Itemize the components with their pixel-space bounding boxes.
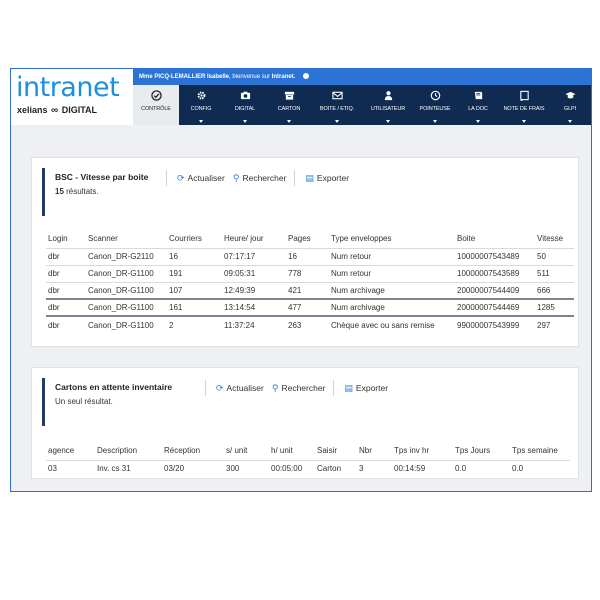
nav-label: CONFIG	[190, 106, 212, 112]
table-cell: 11:37:24	[224, 320, 255, 330]
table-cell: Chèque avec ou sans remise	[331, 320, 435, 330]
divider	[333, 380, 334, 396]
welcome-site: Intranet.	[271, 74, 296, 80]
table-cell: 00:14:59	[394, 464, 426, 474]
infinity-icon: ∞	[51, 105, 59, 116]
inventory-pending-panel	[31, 367, 579, 479]
main-nav	[133, 85, 591, 125]
column-header[interactable]: Courriers	[169, 234, 202, 244]
nav-item-la-doc[interactable]	[457, 85, 499, 125]
table-cell: 297	[537, 320, 551, 330]
panel-header	[42, 378, 578, 426]
nav-label: UTILISATEUR	[370, 106, 406, 112]
speed-by-box-panel	[31, 157, 579, 347]
refresh-label: Actualiser	[226, 383, 264, 393]
export-label: Exporter	[355, 383, 389, 393]
logo-subtitle	[17, 105, 97, 116]
table-cell: Canon_DR-G1100	[88, 285, 154, 295]
table-cell: dbr	[48, 269, 60, 278]
column-header[interactable]: agence	[48, 446, 75, 456]
logo-sub-left: xelians	[17, 105, 48, 115]
refresh-label: Actualiser	[187, 173, 225, 183]
table-cell: 263	[288, 320, 302, 330]
column-header[interactable]: h/ unit	[271, 446, 293, 456]
nav-label: POINTEUSE	[419, 106, 451, 112]
graduation-cap-icon	[565, 90, 576, 101]
refresh-icon: ⟳	[216, 382, 224, 393]
column-header[interactable]: Tps Jours	[455, 446, 491, 456]
table-cell: 20000007544469	[457, 303, 520, 312]
book-icon	[473, 90, 484, 101]
column-header[interactable]: Réception	[164, 446, 201, 456]
table-cell: 12:49:39	[224, 285, 256, 295]
table-cell: 00:05:00	[271, 464, 303, 474]
nav-label: CARTON	[277, 106, 301, 112]
table-row[interactable]	[46, 265, 574, 282]
logo-sub-right: DIGITAL	[61, 105, 98, 115]
table-cell: Num archivage	[331, 303, 385, 312]
table-cell: 421	[288, 285, 302, 295]
table-cell: Num retour	[331, 269, 372, 278]
logo-wordmark: intranet	[16, 72, 120, 103]
column-header[interactable]: Nbr	[359, 446, 372, 456]
column-header[interactable]: Scanner	[88, 234, 118, 244]
search-icon: ⚲	[232, 172, 240, 183]
panel-title: Cartons en attente inventaire	[55, 382, 173, 392]
nav-item-note-de-frais[interactable]	[499, 85, 549, 125]
nav-label: BOITE / ETIQ.	[319, 106, 355, 112]
table-cell: 50	[537, 252, 546, 261]
export-icon: ▤	[344, 382, 353, 393]
caret-down-icon	[476, 120, 480, 123]
nav-label: NOTE DE FRAIS	[503, 106, 545, 112]
column-header[interactable]: Login	[48, 234, 68, 244]
table-row[interactable]	[46, 316, 574, 333]
result-count-number: 15	[55, 187, 64, 196]
table-cell: Canon_DR-G2110	[88, 252, 154, 261]
caret-down-icon	[433, 120, 437, 123]
export-icon: ▤	[305, 172, 314, 183]
divider	[166, 170, 167, 186]
table-cell: 09:05:31	[224, 269, 256, 278]
user-icon[interactable]	[303, 73, 309, 79]
nav-item-boite-etiq[interactable]	[311, 85, 363, 125]
table-cell: 10000007543489	[457, 252, 520, 261]
search-button[interactable]	[233, 173, 287, 184]
column-header[interactable]: Tps inv hr	[394, 446, 430, 456]
envelope-icon	[332, 90, 343, 101]
table-cell: Num retour	[331, 252, 372, 261]
box-icon	[284, 90, 295, 101]
table-cell: 03	[48, 464, 57, 474]
result-count: Un seul résultat.	[55, 397, 113, 406]
table-cell: dbr	[48, 252, 60, 261]
column-header[interactable]: Type enveloppes	[331, 234, 392, 244]
result-count-suffix: résultats.	[63, 187, 99, 196]
refresh-button[interactable]	[216, 383, 264, 394]
export-button[interactable]	[344, 383, 388, 394]
table-cell: Canon_DR-G1100	[88, 269, 154, 278]
panel-header	[42, 168, 578, 216]
search-label: Rechercher	[281, 383, 326, 393]
note-icon	[519, 90, 530, 101]
nav-item-digital[interactable]	[223, 85, 267, 125]
nav-item-pointeuse[interactable]	[413, 85, 457, 125]
nav-item-carton[interactable]	[267, 85, 311, 125]
table-cell: 300	[226, 464, 240, 474]
table-cell: Inv. cs 31	[97, 464, 131, 474]
user-icon	[383, 90, 394, 101]
table-cell: Canon_DR-G1100	[88, 320, 154, 330]
clock-icon	[430, 90, 441, 101]
table-cell: 13:14:54	[224, 303, 256, 312]
column-header[interactable]: Tps semaine	[512, 446, 558, 456]
result-count	[55, 187, 99, 196]
nav-label: CONTRÔLE	[141, 106, 171, 112]
table-cell: 03/20	[164, 464, 185, 474]
check-circle-icon	[151, 90, 162, 101]
nav-item-contrôle[interactable]	[133, 85, 179, 125]
search-icon: ⚲	[271, 382, 279, 393]
table-row[interactable]	[46, 299, 574, 316]
refresh-button[interactable]	[177, 173, 225, 184]
divider	[294, 170, 295, 186]
export-button[interactable]	[305, 173, 349, 184]
column-header[interactable]: Boite	[457, 234, 476, 244]
welcome-user: Mme PICQ-LEMALLIER Isabelle	[139, 74, 230, 80]
speed-table	[46, 230, 574, 333]
nav-label: DIGITAL	[234, 106, 256, 112]
column-header[interactable]: Saisir	[317, 446, 338, 456]
column-header[interactable]: s/ unit	[226, 446, 248, 456]
table-cell: 10000007543589	[457, 269, 520, 278]
table-cell: 20000007544409	[457, 285, 520, 295]
nav-label: GLPI	[563, 106, 577, 112]
nav-item-utilisateur[interactable]	[363, 85, 413, 125]
table-cell: 107	[169, 285, 183, 295]
search-label: Rechercher	[242, 173, 287, 183]
column-header[interactable]: Pages	[288, 234, 311, 244]
export-label: Exporter	[316, 173, 350, 183]
caret-down-icon	[287, 120, 291, 123]
table-cell: 0.0	[512, 464, 524, 474]
caret-down-icon	[386, 120, 390, 123]
table-cell: 3	[359, 464, 364, 474]
table-cell: 0.0	[455, 464, 467, 474]
table-row[interactable]	[46, 282, 574, 299]
table-cell: 161	[169, 303, 183, 312]
table-cell: 477	[288, 303, 302, 312]
table-cell: dbr	[48, 303, 60, 312]
panel-title: BSC - Vitesse par boite	[55, 172, 149, 182]
table-cell: 1285	[537, 303, 555, 312]
caret-down-icon	[335, 120, 339, 123]
gear-icon	[196, 90, 207, 101]
inventory-table	[46, 442, 570, 477]
table-row[interactable]	[46, 460, 570, 477]
table-cell: dbr	[48, 320, 60, 330]
table-cell: 666	[537, 285, 551, 295]
header	[11, 69, 591, 125]
nav-label: LA DOC	[468, 106, 488, 112]
table-cell: 07:17:17	[224, 252, 256, 261]
table-row[interactable]	[46, 248, 574, 265]
refresh-icon: ⟳	[177, 172, 185, 183]
table-cell: Num archivage	[331, 285, 385, 295]
caret-down-icon	[522, 120, 526, 123]
app-window	[10, 68, 592, 492]
table-cell: 99000007543999	[457, 320, 520, 330]
caret-down-icon	[199, 120, 203, 123]
table-cell: 16	[169, 252, 178, 261]
table-cell: 778	[288, 269, 302, 278]
welcome-bar	[133, 69, 591, 85]
caret-down-icon	[243, 120, 247, 123]
nav-item-glpi[interactable]	[549, 85, 591, 125]
nav-item-config[interactable]	[179, 85, 223, 125]
table-cell: Carton	[317, 464, 342, 474]
panel-actions	[205, 380, 396, 396]
column-header[interactable]: Description	[97, 446, 138, 456]
camera-icon	[240, 90, 251, 101]
caret-down-icon	[568, 120, 572, 123]
divider	[205, 380, 206, 396]
table-cell: 191	[169, 269, 183, 278]
search-button[interactable]	[272, 383, 326, 394]
table-cell: Canon_DR-G1100	[88, 303, 154, 312]
table-cell: 511	[537, 269, 550, 278]
column-header[interactable]: Heure/ jour	[224, 234, 264, 244]
welcome-text: , bienvenue sur	[229, 74, 272, 80]
column-header[interactable]: Vitesse	[537, 234, 564, 244]
table-cell: dbr	[48, 285, 60, 295]
panel-actions	[166, 170, 357, 186]
logo[interactable]	[11, 69, 133, 125]
table-cell: 2	[169, 320, 174, 330]
table-cell: 16	[288, 252, 297, 261]
